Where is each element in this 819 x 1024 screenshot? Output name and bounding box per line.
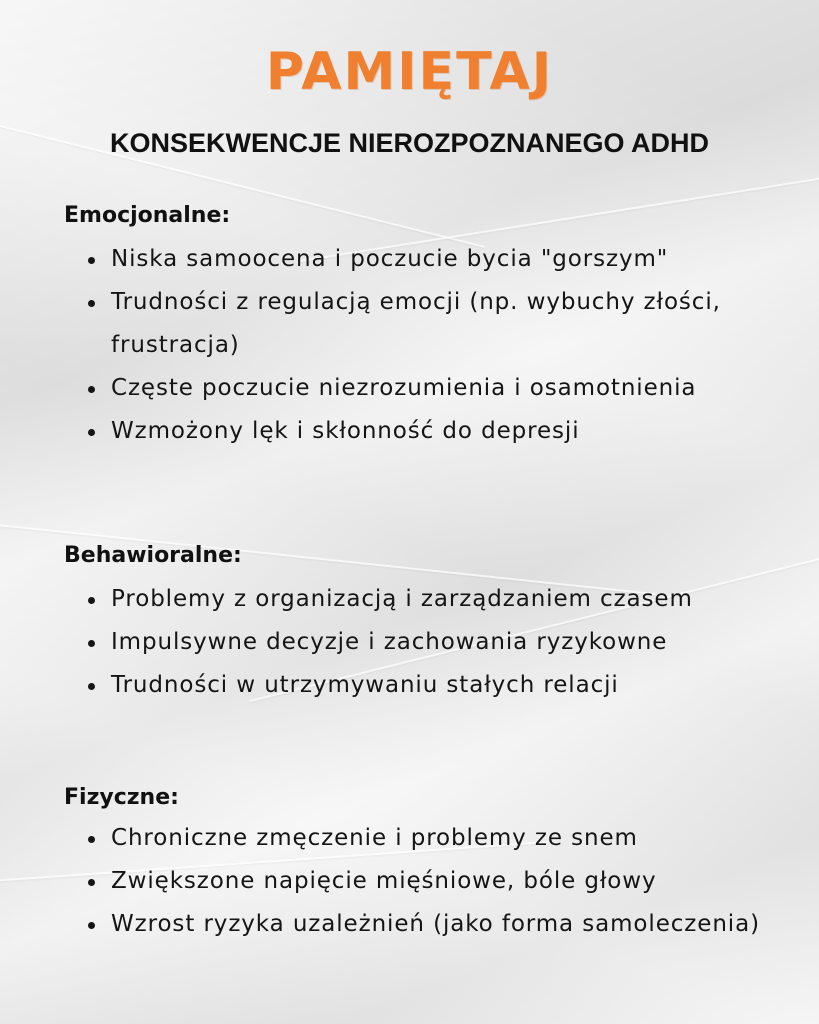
list-item: Niska samoocena i poczucie bycia "gorszym": [88, 238, 778, 281]
page-title: PAMIĘTAJ: [265, 42, 554, 102]
list-item: Trudności z regulacją emocji (np. wybuchy złości, frustracja): [88, 281, 778, 367]
page-subtitle: KONSEKWENCJE NIEROZPOZNANEGO ADHD: [109, 128, 710, 158]
list-item: Wzrost ryzyka uzależnień (jako forma samoleczenia): [88, 903, 778, 946]
list-emotional: [88, 238, 778, 453]
list-item: Problemy z organizacją i zarządzaniem czasem: [88, 578, 778, 621]
list-physical: [88, 817, 778, 946]
section-heading-physical: Fizyczne:: [64, 785, 179, 810]
list-item: Wzmożony lęk i skłonność do depresji: [88, 410, 778, 453]
section-heading-behavioral: Behawioralne:: [64, 543, 242, 568]
list-behavioral: [88, 578, 778, 707]
list-item: Impulsywne decyzje i zachowania ryzykowne: [88, 621, 778, 664]
list-item: Częste poczucie niezrozumienia i osamotnienia: [88, 367, 778, 410]
list-item: Trudności w utrzymywaniu stałych relacji: [88, 664, 778, 707]
list-item: Chroniczne zmęczenie i problemy ze snem: [88, 817, 778, 860]
section-heading-emotional: Emocjonalne:: [64, 203, 231, 228]
list-item: Zwiększone napięcie mięśniowe, bóle głowy: [88, 860, 778, 903]
